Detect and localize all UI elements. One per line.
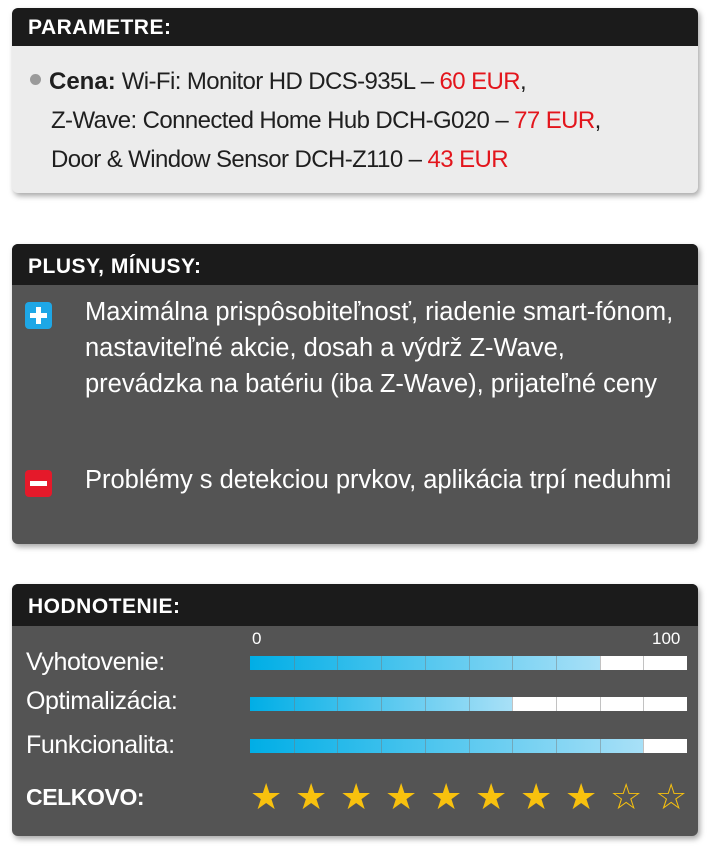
price-item-text: Z-Wave: Connected Home Hub DCH-G020 – (51, 107, 515, 134)
parameters-title: PARAMETRE: (12, 8, 698, 46)
rating-bar-fill (250, 739, 643, 753)
bar-segment-divider (643, 697, 644, 711)
price-value: 43 EUR (427, 146, 508, 173)
bar-segment-divider (512, 697, 513, 711)
rating-bar-2 (250, 697, 687, 711)
bar-segment-divider (556, 697, 557, 711)
bar-segment-divider (425, 656, 426, 670)
star-filled-icon: ★ (475, 776, 508, 817)
pros-cons-title: PLUSY, MÍNUSY: (12, 244, 698, 285)
bar-segment-divider (337, 697, 338, 711)
minus-icon (25, 470, 52, 497)
star-filled-icon: ★ (385, 776, 418, 817)
rating-bar-3 (250, 739, 687, 753)
bar-segment-divider (600, 739, 601, 753)
bar-segment-divider (469, 739, 470, 753)
bar-segment-divider (469, 697, 470, 711)
star-filled-icon: ★ (340, 776, 373, 817)
bar-segment-divider (425, 739, 426, 753)
bar-segment-divider (556, 739, 557, 753)
bar-segment-divider (512, 739, 513, 753)
star-empty-icon: ☆ (610, 776, 643, 817)
rating-bar-1 (250, 656, 687, 670)
price-value: 60 EUR (439, 68, 520, 95)
price-line-2 (30, 101, 688, 140)
bar-segment-divider (512, 656, 513, 670)
star-filled-icon: ★ (565, 776, 598, 817)
bar-segment-divider (337, 656, 338, 670)
bar-segment-divider (600, 656, 601, 670)
pros-text: Maximálna prispôsobiteľnosť, riadenie smart-fónom, nastaviteľné akcie, dosah a výdrž Z-Wave, prevádzka na batériu (iba Z-Wave), prijateľné ceny (85, 298, 674, 398)
bar-segment-divider (294, 656, 295, 670)
plus-icon (25, 302, 52, 329)
criterion-label-3: Funkcionalita: (26, 731, 175, 759)
bar-segment-divider (381, 739, 382, 753)
price-item-text: Door & Window Sensor DCH-Z110 – (51, 146, 428, 173)
bar-segment-divider (294, 697, 295, 711)
bar-segment-divider (556, 656, 557, 670)
bar-segment-divider (643, 656, 644, 670)
star-filled-icon: ★ (295, 776, 328, 817)
bar-segment-divider (294, 739, 295, 753)
bullet-icon (30, 74, 41, 85)
bar-segment-divider (425, 697, 426, 711)
parameters-panel (12, 8, 698, 193)
cons-text: Problémy s detekciou prvkov, aplikácia trpí neduhmi (85, 466, 672, 494)
bar-segment-divider (643, 739, 644, 753)
price-line-1 (30, 62, 688, 101)
overall-label: CELKOVO: (26, 784, 145, 810)
price-line-3 (30, 140, 688, 179)
star-filled-icon: ★ (520, 776, 553, 817)
scale-min: 0 (252, 629, 262, 648)
bar-segment-divider (600, 697, 601, 711)
criterion-label-2: Optimalizácia: (26, 687, 178, 715)
bar-segment-divider (381, 656, 382, 670)
star-filled-icon: ★ (250, 776, 283, 817)
price-sep: , (519, 68, 527, 95)
star-empty-icon: ☆ (655, 776, 688, 817)
price-label: Cena: (49, 68, 116, 95)
criterion-label-1: Vyhotovenie: (26, 648, 165, 676)
price-item-text: Wi-Fi: Monitor HD DCS-935L – (115, 68, 440, 95)
rating-panel (12, 584, 698, 836)
price-list (30, 62, 688, 179)
rating-title: HODNOTENIE: (12, 584, 698, 626)
bar-segment-divider (337, 739, 338, 753)
price-sep: , (594, 107, 601, 134)
bar-segment-divider (381, 697, 382, 711)
star-filled-icon: ★ (430, 776, 463, 817)
price-value: 77 EUR (514, 107, 595, 134)
bar-segment-divider (469, 656, 470, 670)
scale-max: 100 (652, 629, 681, 648)
pros-cons-panel (12, 244, 698, 544)
